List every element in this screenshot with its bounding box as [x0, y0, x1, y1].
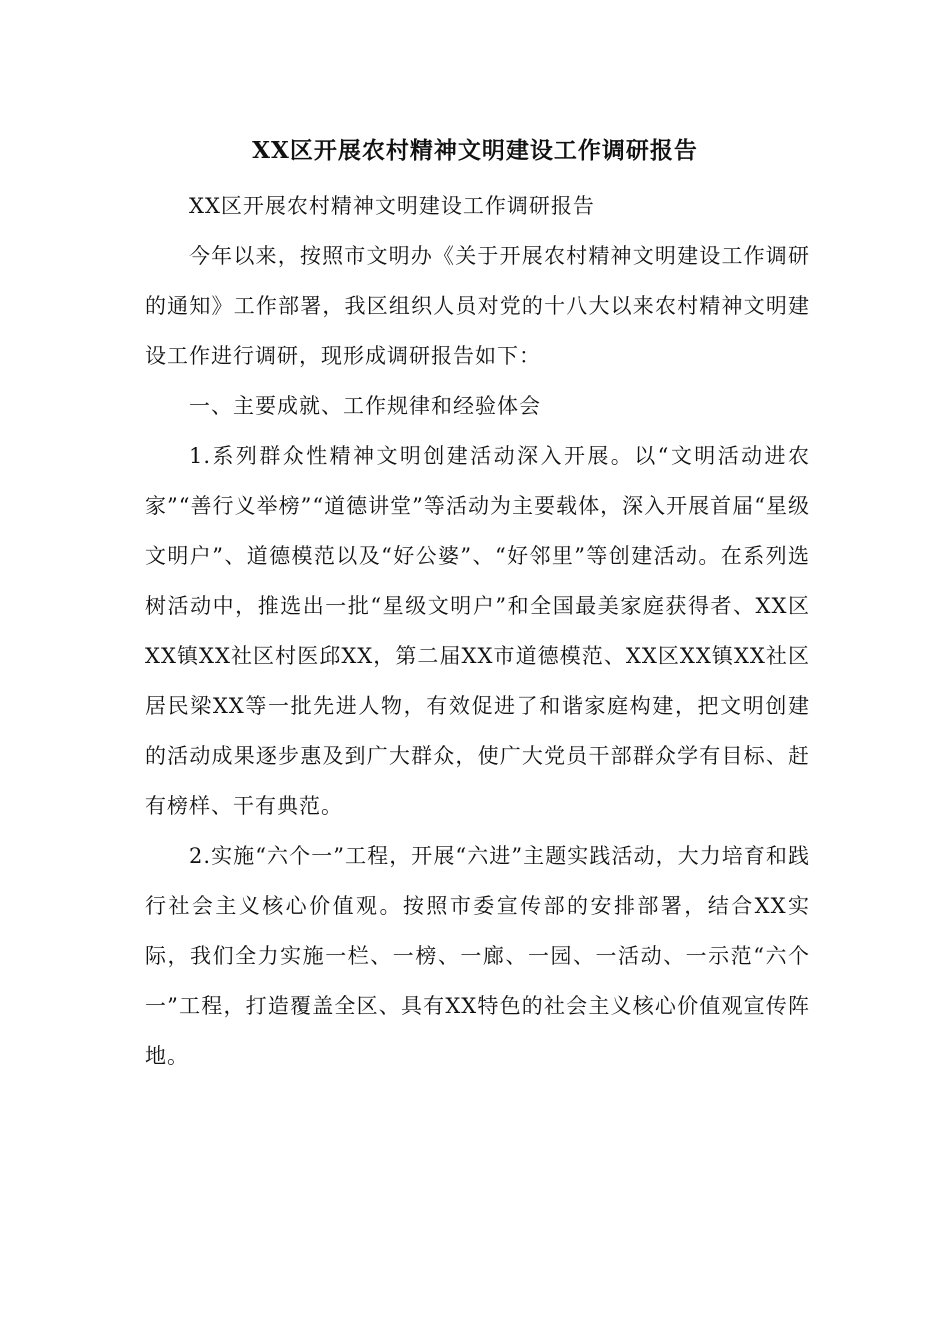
paragraph-intro: 今年以来，按照市文明办《关于开展农村精神文明建设工作调研的通知》工作部署，我区组织人员对党的十八大以来农村精神文明建设工作进行调研，现形成调研报告如下：: [145, 244, 810, 368]
paragraph-item-2: 2.实施“六个一”工程，开展“六进”主题实践活动，大力培育和践行社会主义核心价值观。按照市委宣传部的安排部署，结合XX实际，我们全力实施一栏、一榜、一廊、一园、一活动、一示范“六个一”工程，打造覆盖全区、具有XX特色的社会主义核心价值观宣传阵地。: [145, 844, 810, 1068]
paragraph-item-1: 1.系列群众性精神文明创建活动深入开展。以“文明活动进农家”“善行义举榜”“道德讲堂”等活动为主要载体，深入开展首届“星级文明户”、道德模范以及“好公婆”、“好邻里”等创建活动。在系列选树活动中，推选出一批“星级文明户”和全国最美家庭获得者、XX区XX镇XX社区村医邱XX，第二届XX市道德模范、XX区XX镇XX社区居民梁XX等一批先进人物，有效促进了和谐家庭构建，把文明创建的活动成果逐步惠及到广大群众，使广大党员干部群众学有目标、赶有榜样、干有典范。: [145, 444, 810, 818]
section-heading: 一、主要成就、工作规律和经验体会: [189, 394, 541, 418]
paragraph-subtitle: XX区开展农村精神文明建设工作调研报告: [189, 194, 595, 218]
document-title: XX区开展农村精神文明建设工作调研报告: [252, 137, 698, 164]
document-body: [145, 181, 810, 1081]
